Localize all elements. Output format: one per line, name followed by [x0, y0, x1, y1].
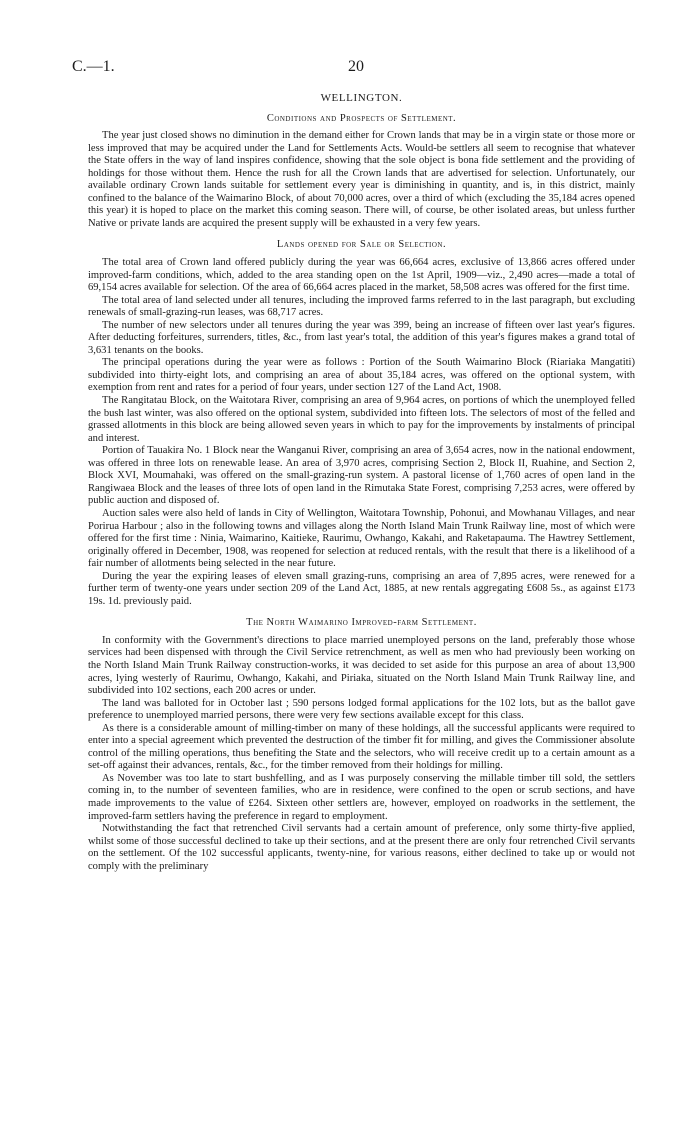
section-heading: Conditions and Prospects of Settlement.	[266, 112, 457, 124]
paragraph: The number of new selectors under all tenures during the year was 399, being an increase of fifteen over last year's figures. After deducting forfeitures, surrenders, titles, &c., from last year's total, the addition of this year's figures makes a grand total of 3,631 tenants on the books.	[88, 319, 635, 356]
paragraph: The year just closed shows no diminution in the demand either for Crown lands that may be in a virgin state or those more or less improved that may be acquired under the Land for Settlements Acts. Would-be settlers all seem to recognise that whatever the State offers in the way of land inspires confidence, showing that the sole object is bona fide settlement and the providing of holdings for those without them. Hence the rush for all the Crown lands that are advertised for selection. Unfortunately, our available ordinary Crown lands suitable for settlement every year is diminishing in quantity, and is, in this district, mainly confined to the balance of the Waimarino Block, of about 70,000 acres, over a third of which (excluding the 35,184 acres opened this year) it is hoped to place on the market this coming season. There will, of course, be other isolated areas, but unless further Native or private lands are acquired the present supply will be exhausted in a very few years.	[88, 130, 635, 229]
page-header	[72, 58, 640, 80]
paragraph: The total area of Crown land offered publicly during the year was 66,664 acres, exclusive of 13,866 acres offered under improved-farm conditions, which, added to the area standing open on the 1st April, 1909—viz., 2,490 acres—made a total of 69,154 acres available for selection. Of the area of 66,664 acres placed in the market, 58,508 acres was offered for the first time.	[88, 257, 635, 294]
paragraph: As there is a considerable amount of milling-timber on many of these holdings, all the successful applicants were required to enter into a special agreement which prevented the destruction of the timber fit for milling, and gives the Commissioner absolute control of the milling operations, thus benefiting the State and the selectors, who will receive credit up to a certain amount as a set-off against their advances, rentals, &c., for the timber removed from their holdings for milling.	[88, 722, 635, 772]
parliamentary-paper-reference: C.—1.	[72, 58, 115, 75]
page-number: 20	[348, 58, 364, 75]
paragraph: As November was too late to start bushfelling, and as I was purposely conserving the millable timber till sold, the settlers coming in, to the number of seventeen families, who are in residence, were confined to the open or scrub sections, and have made improvements to the value of £264. Sixteen other settlers are, however, employed on roadworks in the settlement, the improved-farm settlers having the preference in regard to employment.	[88, 772, 635, 822]
paragraph: The Rangitatau Block, on the Waitotara River, comprising an area of 9,964 acres, on portions of which the unemployed felled the bush last winter, was also offered on the optional system, subdivided into fifteen lots. The selectors of most of the felled and grassed allotments in this block are being allowed seven years in which to pay for the improvements by instalments of principal and interest.	[88, 395, 635, 444]
paragraph: In conformity with the Government's directions to place married unemployed persons on the land, preferably those whose services had been dispensed with through the Civil Service retrenchment, as well as men who had previously been working on the North Island Main Trunk Railway construction-works, it was decided to set aside for this purpose an area of about 13,900 acres, lying westerly of Raurimu, Owhango, Kakahi, and Piriaka, situated on the North Island Main Trunk Railway line, and subdivided into 102 sections, each 200 acres or under.	[88, 634, 635, 697]
section-heading: The North Waimarino Improved-farm Settlement.	[246, 617, 477, 629]
paragraph: The principal operations during the year were as follows : Portion of the South Waimarino Block (Riariaka Mangatiti) subdivided into thirty-eight lots, and comprising an area of about 35,184 acres, was offered on the optional system, with exemption from rent and rates for a period of four years, under section 127 of the Land Act, 1908.	[88, 357, 635, 394]
paragraph: Portion of Tauakira No. 1 Block near the Wanganui River, comprising an area of 3,654 acres, now in the national endowment, was offered in three lots on renewable lease. An area of 3,970 acres, comprising Section 2, Block II, Ruahine, and Section 2, Block XVI, Moumahaki, was offered on the small-grazing-run system. A pastoral license of 1,760 acres of open land in the Rangiwaea Block and the leases of three lots of open land in the Rimutaka State Forest, comprising 7,253 acres, were offered by public auction and disposed of.	[88, 445, 635, 507]
section-heading: Lands opened for Sale or Selection.	[276, 239, 447, 251]
paragraph: Auction sales were also held of lands in City of Wellington, Waitotara Township, Pohonui, and Mowhanau Villages, and near Porirua Harbour ; also in the following towns and villages along the North Island Main Trunk Railway line, most of which were offered for the first time : Ninia, Waimarino, Kaitieke, Raurimu, Owhango, Kakahi, and Raketapauma. The Hawtrey Settlement, originally offered in December, 1908, was reopened for selection at reduced rentals, with the result that there is a likelihood of a fair number of allotments being selected in the near future.	[88, 507, 635, 570]
region-title: WELLINGTON.	[320, 92, 403, 104]
paragraph: The land was balloted for in October last ; 590 persons lodged formal applications for the 102 lots, but as the ballot gave preference to unemployed married persons, there were very few sections available except for this class.	[88, 697, 635, 722]
paragraph: During the year the expiring leases of eleven small grazing-runs, comprising an area of 7,895 acres, were renewed for a further term of twenty-one years under section 209 of the Land Act, 1885, at new rentals aggregating £608 5s., as against £173 19s. 1d. previously paid.	[88, 570, 635, 607]
paragraph: Notwithstanding the fact that retrenched Civil servants had a certain amount of preference, only some thirty-five applied, whilst some of those successful declined to take up their sections, and at the present there are only four retrenched Civil servants on the settlement. Of the 102 successful applicants, twenty-nine, for various reasons, either declined to take up or would not comply with the preliminary	[88, 823, 635, 872]
page-body	[88, 92, 635, 873]
paragraph: The total area of land selected under all tenures, including the improved farms referred to in the last paragraph, but excluding renewals of small-grazing-run leases, was 68,717 acres.	[88, 294, 635, 319]
